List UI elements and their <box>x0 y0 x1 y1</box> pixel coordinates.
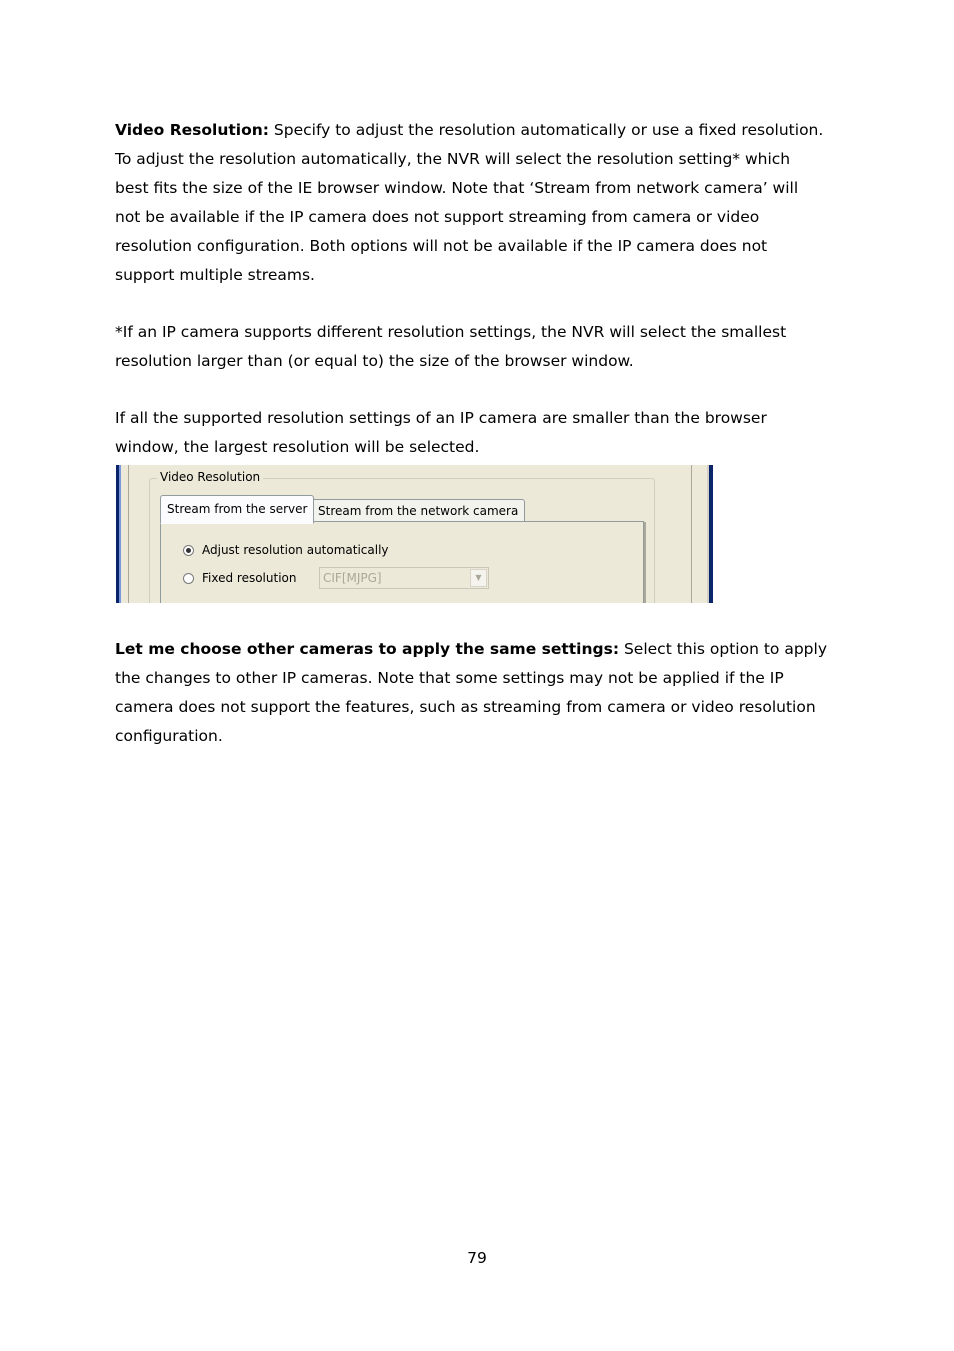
radio-checked-icon[interactable] <box>183 545 194 556</box>
option-label: Fixed resolution <box>202 571 297 585</box>
select-value: CIF[MJPG] <box>323 571 382 585</box>
text-line: resolution larger than (or equal to) the size of the browser window. <box>115 351 634 370</box>
text-line: *If an IP camera supports different resolution settings, the NVR will select the smallest <box>115 323 787 341</box>
fixed-resolution-select[interactable] <box>319 567 489 589</box>
text-line: If all the supported resolution settings of an IP camera are smaller than the browser <box>115 409 767 427</box>
divider <box>128 465 129 603</box>
text-line: best fits the size of the IE browser window. Note that ‘Stream from network camera’ will <box>115 178 799 197</box>
chevron-down-icon[interactable]: ▼ <box>470 569 487 587</box>
panel-shadow <box>644 522 646 603</box>
other-cameras-heading: Let me choose other cameras to apply the same settings: <box>115 640 620 658</box>
text-line: Specify to adjust the resolution automatically or use a fixed resolution. <box>268 121 824 139</box>
text-line: configuration. <box>115 726 223 745</box>
groupbox-label: Video Resolution <box>157 470 263 484</box>
radio-unchecked-icon[interactable] <box>183 573 194 584</box>
tab-stream-from-network-camera[interactable]: Stream from the network camera <box>311 499 525 521</box>
footnote-paragraph <box>115 318 845 376</box>
text-line: camera does not support the features, such as streaming from camera or video resolution <box>115 697 816 716</box>
video-resolution-heading: Video Resolution: <box>115 121 269 139</box>
window-edge <box>709 465 713 603</box>
option-label: Adjust resolution automatically <box>202 543 389 557</box>
tab-stream-from-server[interactable]: Stream from the server <box>160 495 314 524</box>
adjust-resolution-option[interactable] <box>183 543 389 557</box>
text-line: window, the largest resolution will be selected. <box>115 437 480 456</box>
window-edge <box>119 465 121 603</box>
text-line: To adjust the resolution automatically, the NVR will select the resolution setting* which <box>115 149 791 168</box>
divider <box>691 465 692 603</box>
video-resolution-dialog-screenshot <box>116 465 713 603</box>
largest-resolution-paragraph <box>115 404 845 462</box>
text-line: the changes to other IP cameras. Note that some settings may not be applied if the IP <box>115 668 784 687</box>
other-cameras-paragraph <box>115 635 845 751</box>
fixed-resolution-option[interactable] <box>183 571 296 585</box>
video-resolution-paragraph <box>115 116 845 289</box>
tab-panel <box>160 521 644 603</box>
page-number: 79 <box>467 1249 487 1267</box>
text-line: Select this option to apply <box>619 640 827 658</box>
text-line: support multiple streams. <box>115 265 315 284</box>
text-line: resolution configuration. Both options will not be available if the IP camera does not <box>115 236 768 255</box>
text-line: not be available if the IP camera does not support streaming from camera or video <box>115 207 760 226</box>
